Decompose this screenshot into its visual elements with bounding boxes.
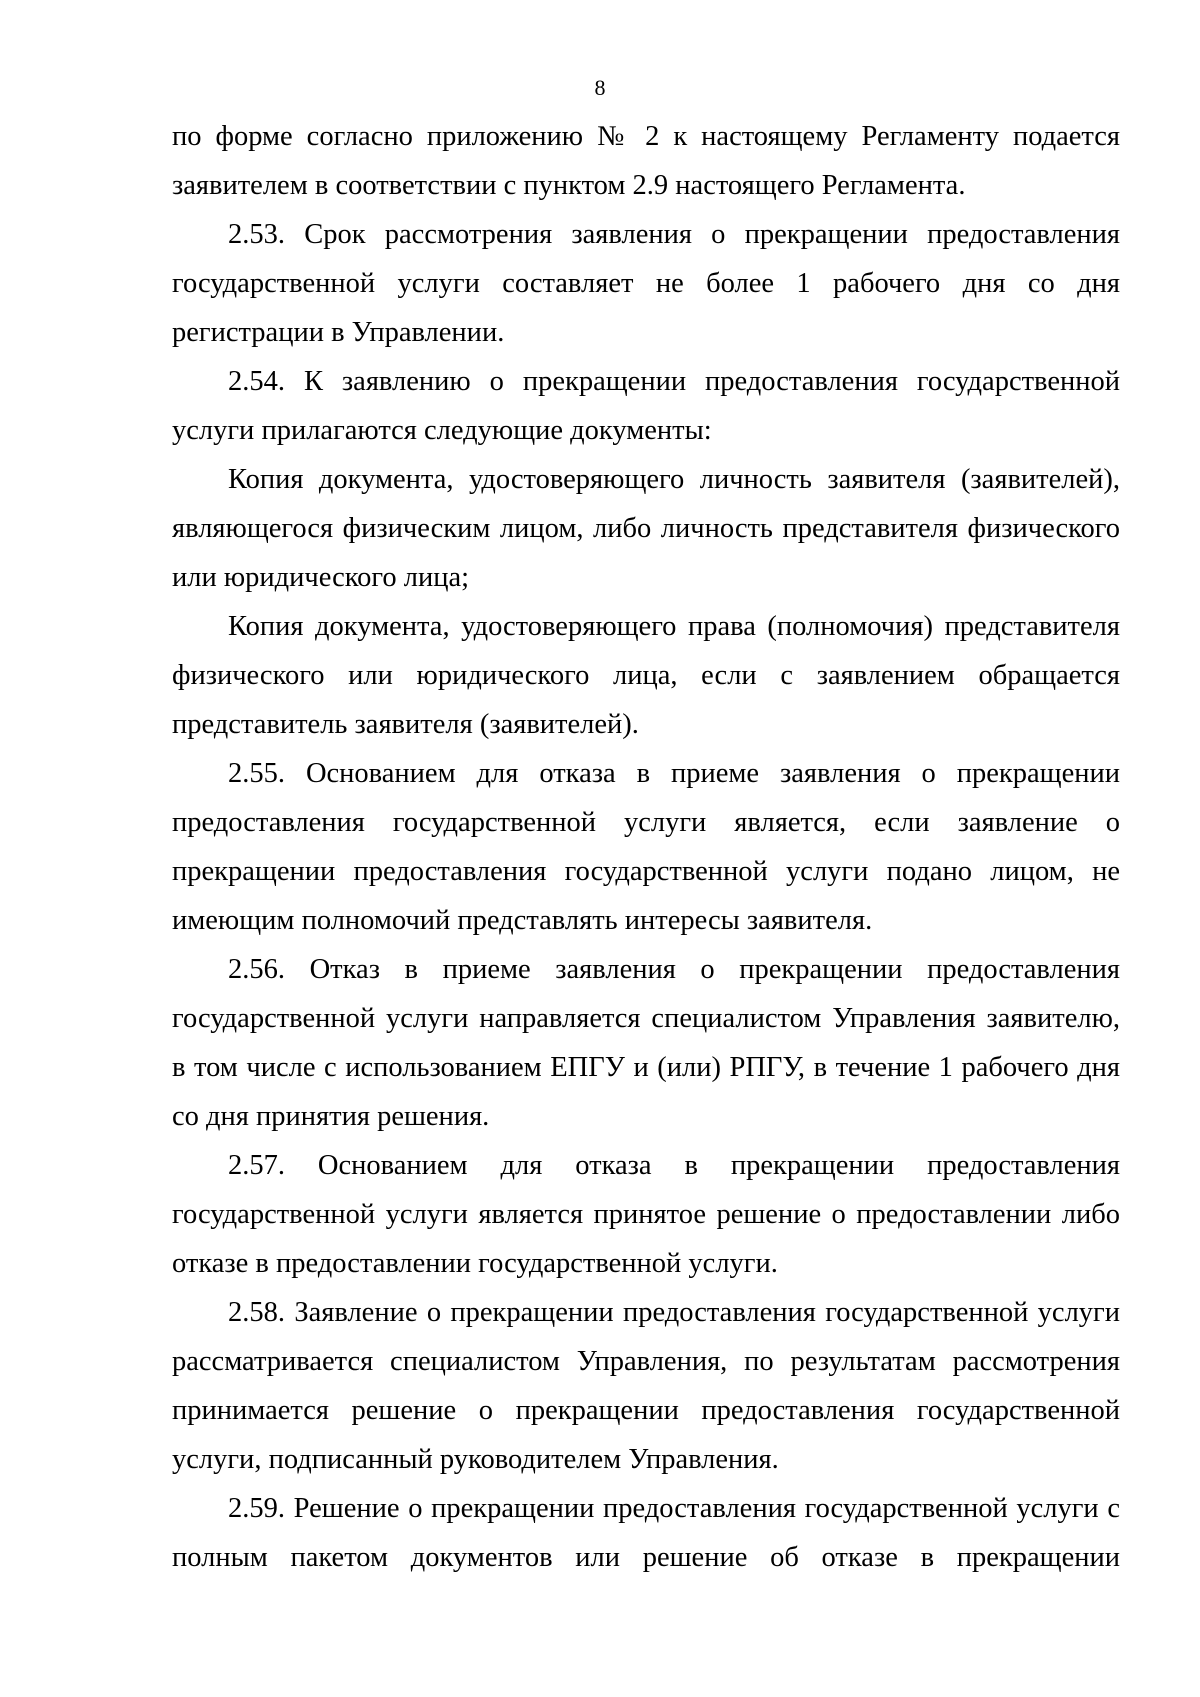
- page-number: 8: [594, 75, 606, 100]
- paragraph-2-56: 2.56. Отказ в приеме заявления о прекращении предоставления государственной услуги направляется специалистом Управления заявителю, в том числе с использованием ЕПГУ и (или) РПГУ, в течение 1 рабочего дня со дня принятия решения.: [172, 954, 1120, 1132]
- paragraph-authority-document: Копия документа, удостоверяющего права (полномочия) представителя физического или юридического лица, если с заявлением обращается представитель заявителя (заявителей).: [172, 611, 1120, 740]
- paragraph-2-57: 2.57. Основанием для отказа в прекращении предоставления государственной услуги является принятое решение о предоставлении либо отказе в предоставлении государственной услуги.: [172, 1150, 1120, 1279]
- paragraph-2-55: 2.55. Основанием для отказа в приеме заявления о прекращении предоставления государственной услуги является, если заявление о прекращении предоставления государственной услуги подано лицом, не имеющим полномочий представлять интересы заявителя.: [172, 758, 1120, 936]
- paragraph-2-54: 2.54. К заявлению о прекращении предоставления государственной услуги прилагаются следующие документы:: [172, 366, 1120, 446]
- paragraph-identity-document: Копия документа, удостоверяющего личность заявителя (заявителей), являющегося физическим лицом, либо личность представителя физического или юридического лица;: [172, 464, 1120, 593]
- paragraph-continuation: по форме согласно приложению № 2 к настоящему Регламенту подается заявителем в соответствии с пунктом 2.9 настоящего Регламента.: [172, 121, 1120, 201]
- paragraph-2-59: 2.59. Решение о прекращении предоставления государственной услуги с полным пакетом документов или решение об отказе в прекращении: [172, 1493, 1120, 1573]
- paragraph-2-53: 2.53. Срок рассмотрения заявления о прекращении предоставления государственной услуги составляет не более 1 рабочего дня со дня регистрации в Управлении.: [172, 219, 1120, 348]
- paragraph-2-58: 2.58. Заявление о прекращении предоставления государственной услуги рассматривается специалистом Управления, по результатам рассмотрения принимается решение о прекращении предоставления государственной услуги, подписанный руководителем Управления.: [172, 1297, 1120, 1475]
- document-body: [172, 112, 1120, 1582]
